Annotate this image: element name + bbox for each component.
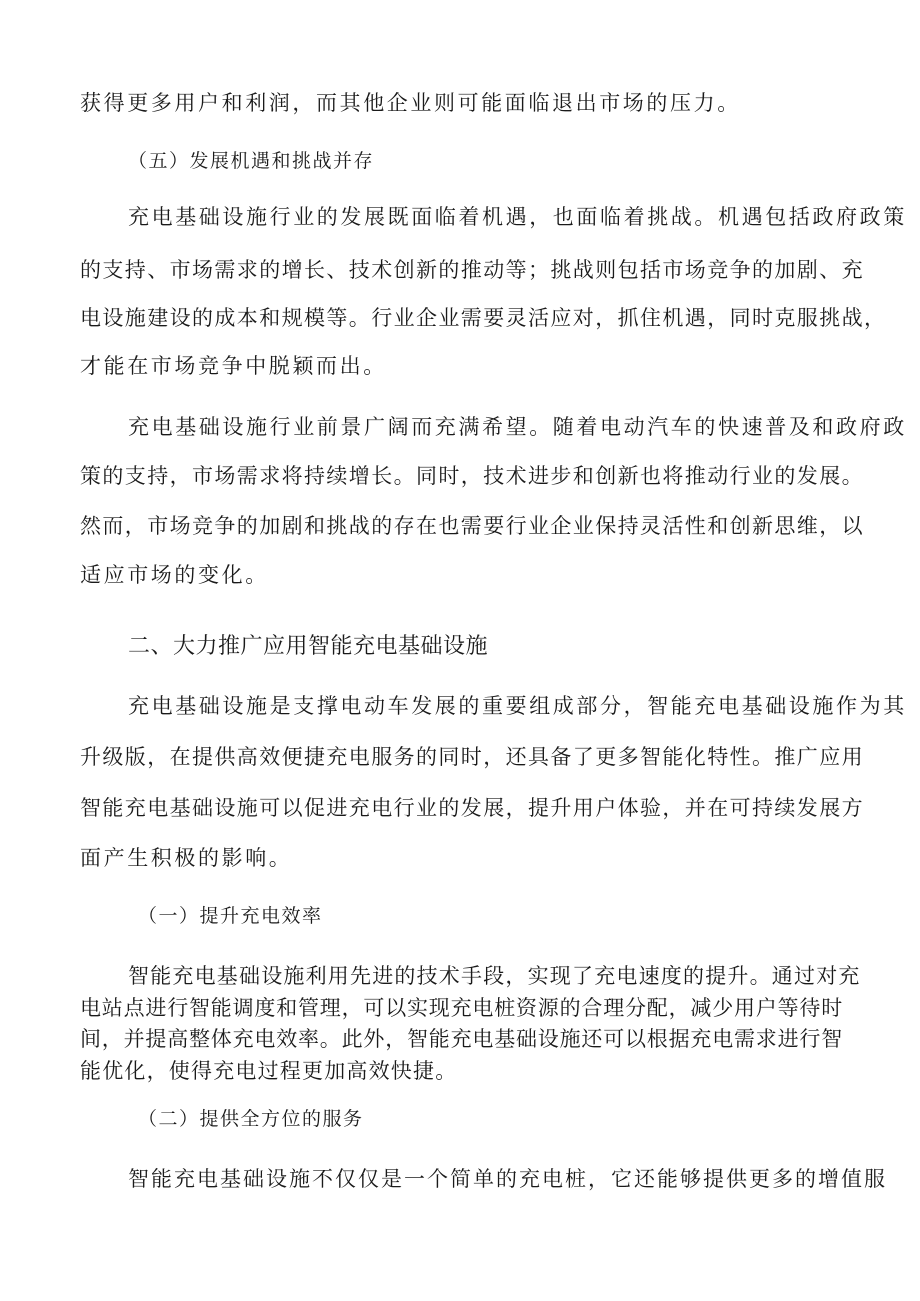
paragraph-line: 电设施建设的成本和规模等。行业企业需要灵活应对，抓住机遇，同时克服挑战，	[80, 306, 887, 330]
paragraph-line: 升级版，在提供高效便捷充电服务的同时，还具备了更多智能化特性。推广应用	[80, 745, 864, 769]
paragraph-line: 适应市场的变化。	[80, 563, 269, 587]
paragraph-line: 间，并提高整体充电效率。此外，智能充电基础设施还可以根据充电需求进行智	[80, 1027, 843, 1051]
paragraph-line: 智能充电基础设施可以促进充电行业的发展，提升用户体验，并在可持续发展方	[80, 796, 864, 820]
paragraph-line: 智能充电基础设施利用先进的技术手段，实现了充电速度的提升。通过对充	[128, 964, 861, 988]
paragraph-line: 才能在市场竞争中脱颖而出。	[80, 354, 387, 378]
paragraph-line: 充电基础设施是支撑电动车发展的重要组成部分，智能充电基础设施作为其	[128, 694, 907, 718]
paragraph-line: 充电基础设施行业前景广阔而充满希望。随着电动汽车的快速普及和政府政	[128, 415, 907, 439]
paragraph-line: 面产生积极的影响。	[80, 846, 293, 870]
paragraph-line: 充电基础设施行业的发展既面临着机遇，也面临着挑战。机遇包括政府政策	[128, 205, 907, 229]
section-heading-2: 二、大力推广应用智能充电基础设施	[128, 634, 489, 659]
paragraph-line: 然而，市场竞争的加剧和挑战的存在也需要行业企业保持灵活性和创新思维，以	[80, 514, 864, 538]
subsection-heading-2: （二）提供全方位的服务	[138, 1108, 364, 1130]
paragraph-line: 获得更多用户和利润，而其他企业则可能面临退出市场的压力。	[80, 91, 741, 115]
subsection-heading-5: （五）发展机遇和挑战并存	[128, 150, 375, 172]
subsection-heading-1: （一）提升充电效率	[138, 905, 323, 927]
paragraph-line: 电站点进行智能调度和管理，可以实现充电桩资源的合理分配，减少用户等待时	[80, 996, 843, 1020]
paragraph-line: 智能充电基础设施不仅仅是一个简单的充电桩，它还能够提供更多的增值服	[128, 1167, 887, 1191]
paragraph-line: 策的支持，市场需求将持续增长。同时，技术进步和创新也将推动行业的发展。	[80, 464, 864, 488]
paragraph-line: 的支持、市场需求的增长、技术创新的推动等；挑战则包括市场竞争的加剧、充	[80, 258, 864, 282]
paragraph-line: 能优化，使得充电过程更加高效快捷。	[80, 1059, 458, 1083]
